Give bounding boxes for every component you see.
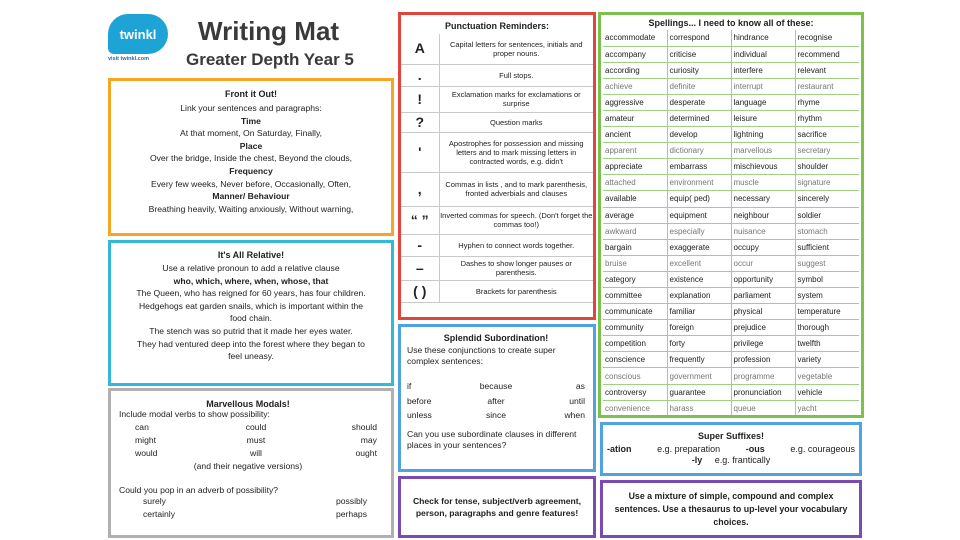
spelling-word: secretary [795,143,859,159]
modal-verb: will [250,448,262,458]
spelling-word: according [603,62,667,78]
punct-symbol: “ ” [401,206,439,234]
manner-label: Manner/ Behaviour [212,191,290,202]
spelling-row [603,352,859,368]
logo-url: visit twinkl.com [108,56,149,62]
spelling-word: bargain [603,239,667,255]
spelling-word: develop [667,127,731,143]
spelling-word: relevant [795,62,859,78]
spelling-word: sufficient [795,239,859,255]
spelling-word: excellent [667,255,731,271]
spelling-word: variety [795,352,859,368]
spelling-row [603,271,859,287]
spelling-word: rhythm [795,110,859,126]
spelling-word: ancient [603,127,667,143]
spelling-word: stomach [795,223,859,239]
punctuation-table [401,34,593,303]
modal-verb: would [135,448,158,458]
suffixes-box [600,422,862,476]
spelling-row [603,159,859,175]
twinkl-logo [108,14,168,54]
modal-verb: should [351,422,377,432]
spelling-word: controversy [603,384,667,400]
conjunction: as [575,381,585,391]
suffix-ous-example: e.g. courageous [790,444,855,454]
suffix-ly: -ly [691,455,703,465]
spelling-word: prejudice [731,320,795,336]
spelling-word: shoulder [795,159,859,175]
modal-verb: could [245,422,267,432]
spelling-word: thorough [795,320,859,336]
relative-example-5: They had ventured deep into the forest where they began to [137,338,365,349]
spelling-word: attached [603,175,667,191]
punct-text: Full stops. [439,64,593,86]
relative-box [108,240,394,386]
spelling-word: definite [667,78,731,94]
modal-verb: must [246,435,266,445]
frequency-text: Every few weeks, Never before, Occasionally, Often, [151,178,351,189]
punct-symbol: ( ) [401,280,439,302]
spelling-word: hindrance [731,30,795,46]
spelling-word: exaggerate [667,239,731,255]
place-label: Place [239,140,263,151]
spelling-word: parliament [731,288,795,304]
spelling-word: embarrass [667,159,731,175]
spelling-word: accompany [603,46,667,62]
spelling-word: dictionary [667,143,731,159]
front-line1: Link your sentences and paragraphs: [180,103,322,113]
relative-example-1: The Queen, who has reigned for 60 years, has four children. [136,288,366,299]
modals-negative: (and their negative versions) [193,461,303,471]
frequency-label: Frequency [229,165,273,176]
subordination-question: Can you use subordinate clauses in different places in your sentences? [407,428,577,450]
suffix-ation-example: e.g. preparation [657,444,721,454]
adverb: certainly [143,508,175,519]
spelling-word: nuisance [731,223,795,239]
spelling-row [603,110,859,126]
spelling-word: familiar [667,304,731,320]
spelling-word: conscious [603,368,667,384]
logo-text: twinkl [119,26,157,42]
punct-symbol: ! [401,86,439,112]
spelling-word: equip( ped) [667,191,731,207]
spelling-word: programme [731,368,795,384]
spelling-word: curiosity [667,62,731,78]
spelling-word: lightning [731,127,795,143]
punct-text: Exclamation marks for exclamations or surprise [439,86,593,112]
suffix-ation: -ation [607,444,632,454]
spelling-row [603,175,859,191]
adverb: perhaps [335,508,367,519]
spelling-word: system [795,288,859,304]
spelling-word: awkward [603,223,667,239]
page-title: Writing Mat [198,16,340,46]
spelling-word: profession [731,352,795,368]
spelling-row [603,127,859,143]
spelling-word: existence [667,271,731,287]
adverb: surely [143,495,166,506]
spelling-word: occupy [731,239,795,255]
conjunction: before [407,395,432,406]
spelling-word: muscle [731,175,795,191]
punct-text: Question marks [439,112,593,132]
spelling-word: community [603,320,667,336]
spelling-word: vegetable [795,368,859,384]
spelling-word: suggest [795,255,859,271]
relative-example-3: food chain. [229,313,273,324]
conjunction: unless [407,410,432,420]
punct-text: Dashes to show longer pauses or parenthesis. [439,256,593,280]
modals-box [108,388,394,538]
spelling-word: desperate [667,94,731,110]
relative-example-4: The stench was so putrid that it made her eyes water. [149,325,353,336]
suffix-ly-example: e.g. frantically [714,455,771,465]
relative-line1: Use a relative pronoun to add a relative clause [162,263,340,273]
spelling-word: opportunity [731,271,795,287]
front-title: Front it Out! [225,89,277,99]
spelling-row [603,304,859,320]
modal-verb: can [135,422,149,432]
modal-verb: may [360,435,377,445]
modal-verb: ought [355,448,377,458]
spelling-word: especially [667,223,731,239]
spelling-word: signature [795,175,859,191]
spelling-word: marvellous [731,143,795,159]
spelling-row [603,191,859,207]
punct-symbol: , [401,172,439,206]
spelling-word: sacrifice [795,127,859,143]
spelling-row [603,46,859,62]
spelling-word: recognise [795,30,859,46]
spelling-word: guarantee [667,384,731,400]
relative-pronouns: who, which, where, when, whose, that [173,275,329,286]
spelling-word: restaurant [795,78,859,94]
spelling-word: physical [731,304,795,320]
spelling-word: language [731,94,795,110]
spelling-row [603,78,859,94]
spelling-word: frequently [667,352,731,368]
check-text: Check for tense, subject/verb agreement, person, paragraphs and genre features! [412,495,582,518]
spelling-word: harass [667,400,731,416]
spelling-word: convenience [603,400,667,416]
spelling-word: rhyme [795,94,859,110]
subordination-intro: Use these conjunctions to create super complex sentences: [407,345,556,366]
spelling-word: criticise [667,46,731,62]
spelling-word: average [603,207,667,223]
conjunction: until [569,395,585,406]
spellings-table [603,30,859,417]
mixture-box [600,480,862,538]
punctuation-title: Punctuation Reminders: [444,21,549,31]
modals-line1: Include modal verbs to show possibility: [119,409,270,419]
punct-text: Brackets for parenthesis [439,280,593,302]
spelling-word: competition [603,336,667,352]
spelling-word: conscience [603,352,667,368]
spelling-word: soldier [795,207,859,223]
mixture-text: Use a mixture of simple, compound and complex sentences. Use a thesaurus to up-level your vocabulary choices. [614,490,848,527]
spelling-word: interrupt [731,78,795,94]
spelling-word: forty [667,336,731,352]
spelling-word: explanation [667,288,731,304]
spelling-word: neighbour [731,207,795,223]
spelling-row [603,94,859,110]
conjunction: when [564,410,585,420]
check-box [398,476,596,538]
spelling-word: appreciate [603,159,667,175]
punct-text: Capital letters for sentences, initials and proper nouns. [439,34,593,64]
spelling-word: symbol [795,271,859,287]
spelling-word: apparent [603,143,667,159]
page-subtitle: Greater Depth Year 5 [186,50,354,69]
punct-symbol: ' [401,132,439,172]
manner-text: Breathing heavily, Waiting anxiously, Without warning, [148,203,354,214]
modal-verb: might [135,435,157,445]
punct-text: Hyphen to connect words together. [439,234,593,256]
spelling-word: twelfth [795,336,859,352]
spellings-box [598,12,864,418]
spelling-word: foreign [667,320,731,336]
punct-symbol: . [401,64,439,86]
spelling-word: interfere [731,62,795,78]
spelling-word: mischievous [731,159,795,175]
spelling-word: sincerely [795,191,859,207]
subordination-box [398,324,596,472]
relative-example-2: Hedgehogs eat garden snails, which is important within the [138,300,364,311]
spelling-word: accommodate [603,30,667,46]
spelling-word: bruise [603,255,667,271]
spelling-word: temperature [795,304,859,320]
conjunction: since [485,410,507,420]
spelling-word: determined [667,110,731,126]
conjunction: because [479,381,513,391]
suffixes-title: Super Suffixes! [697,431,764,441]
spelling-word: environment [667,175,731,191]
relative-title: It's All Relative! [217,250,285,260]
punct-symbol: - [401,234,439,256]
spelling-row [603,368,859,384]
punct-text: Inverted commas for speech. (Don't forget the commas too!) [439,206,593,234]
spelling-row [603,336,859,352]
spelling-word: correspond [667,30,731,46]
spelling-row [603,239,859,255]
spelling-word: recommend [795,46,859,62]
spelling-row [603,320,859,336]
spelling-row [603,223,859,239]
subordination-title: Splendid Subordination! [443,333,549,343]
time-text: At that moment, On Saturday, Finally, [179,128,322,139]
place-text: Over the bridge, Inside the chest, Beyond the clouds, [149,153,353,164]
spelling-word: privilege [731,336,795,352]
spelling-row [603,255,859,271]
spelling-row [603,30,859,46]
spelling-word: communicate [603,304,667,320]
spelling-row [603,62,859,78]
spelling-word: government [667,368,731,384]
spelling-word: necessary [731,191,795,207]
spelling-row [603,143,859,159]
conjunction: if [407,381,412,391]
punct-symbol: – [401,256,439,280]
spelling-word: available [603,191,667,207]
spelling-word: queue [731,400,795,416]
conjunction: after [487,395,505,406]
suffix-ous: -ous [745,444,765,454]
spelling-word: committee [603,288,667,304]
spelling-word: individual [731,46,795,62]
modals-title: Marvellous Modals! [206,399,290,409]
spelling-word: category [603,271,667,287]
front-it-out-box [108,78,394,236]
spelling-word: aggressive [603,94,667,110]
spelling-word: achieve [603,78,667,94]
spelling-word: pronunciation [731,384,795,400]
punct-text: Apostrophes for possession and missing letters and to mark missing letters in contracted words, e.g. didn't [439,132,593,172]
modals-question: Could you pop in an adverb of possibility? [119,484,279,495]
time-label: Time [241,115,261,126]
spelling-word: equipment [667,207,731,223]
spelling-word: leisure [731,110,795,126]
punct-text: Commas in lists , and to mark parenthesis, fronted adverbials and clauses [439,172,593,206]
adverb: possibly [335,495,367,506]
spelling-row [603,288,859,304]
spelling-word: amateur [603,110,667,126]
spelling-word: occur [731,255,795,271]
spelling-row [603,384,859,400]
punct-symbol: A [401,34,439,64]
spelling-row [603,207,859,223]
spelling-word: vehicle [795,384,859,400]
relative-example-6: feel uneasy. [228,351,274,362]
punct-symbol: ? [401,112,439,132]
spelling-row [603,400,859,416]
punctuation-box [398,12,596,320]
spellings-title: Spellings... I need to know all of these: [648,18,814,28]
spelling-word: yacht [795,400,859,416]
